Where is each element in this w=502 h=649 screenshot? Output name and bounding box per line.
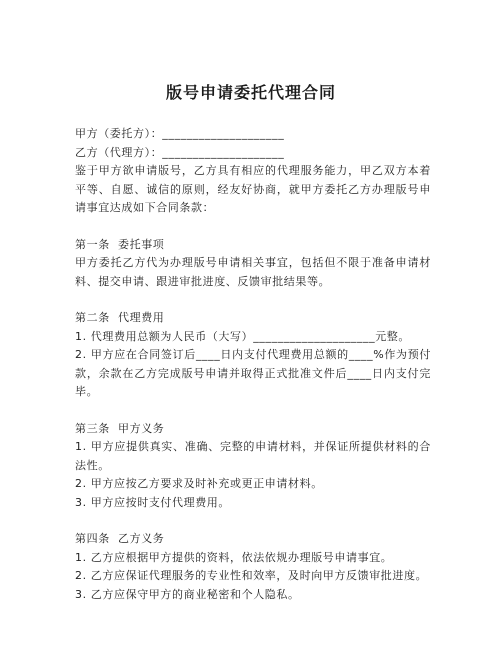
section-spacer xyxy=(75,512,431,530)
section-1-item-1: 甲方委托乙方代为办理版号申请相关事宜，包括但不限于准备申请材料、提交申请、跟进审批进度、反馈审批结果等。 xyxy=(75,256,431,288)
section-3-item-1: 1. 甲方应提供真实、准确、完整的申请材料，并保证所提供材料的合法性。 xyxy=(75,440,431,472)
section-heading-2: 第二条 代理费用 xyxy=(75,311,165,324)
section-2-item-2: 2. 甲方应在合同签订后____日内支付代理费用总额的____%作为预付款，余款在乙方完成版号申请并取得正式批准文件后____日内支付完毕。 xyxy=(75,348,431,398)
section-heading-3: 第三条 甲方义务 xyxy=(75,421,165,435)
party-b-line: 乙方（代理方）：____________________ xyxy=(75,145,285,159)
section-4-item-1: 1. 乙方应根据甲方提供的资料，依法依规办理版号申请事宜。 xyxy=(75,550,393,564)
section-2-item-1: 1. 代理费用总额为人民币（大写）____________________元整。 xyxy=(75,329,410,343)
document-body xyxy=(75,125,431,604)
section-heading-4: 第四条 乙方义务 xyxy=(75,532,165,545)
section-spacer xyxy=(75,291,431,309)
section-4-item-2: 2. 乙方应保证代理服务的专业性和效率，及时向甲方反馈审批进度。 xyxy=(75,569,428,582)
section-3-item-3: 3. 甲方应按时支付代理费用。 xyxy=(75,495,230,509)
intro-paragraph: 鉴于甲方欲申请版号，乙方具有相应的代理服务能力，甲乙双方本着平等、自愿、诚信的原则，经友好协商，就甲方委托乙方办理版号申请事宜达成如下合同条款： xyxy=(75,164,431,214)
party-a-line: 甲方（委托方）：____________________ xyxy=(75,127,285,140)
section-4-item-3: 3. 乙方应保守甲方的商业秘密和个人隐私。 xyxy=(75,587,300,601)
section-3-item-2: 2. 甲方应按乙方要求及时补充或更正申请材料。 xyxy=(75,477,323,490)
section-heading-1: 第一条 委托事项 xyxy=(75,237,165,251)
document-title: 版号申请委托代理合同 xyxy=(165,83,336,102)
section-spacer xyxy=(75,218,431,236)
section-spacer xyxy=(75,402,431,420)
